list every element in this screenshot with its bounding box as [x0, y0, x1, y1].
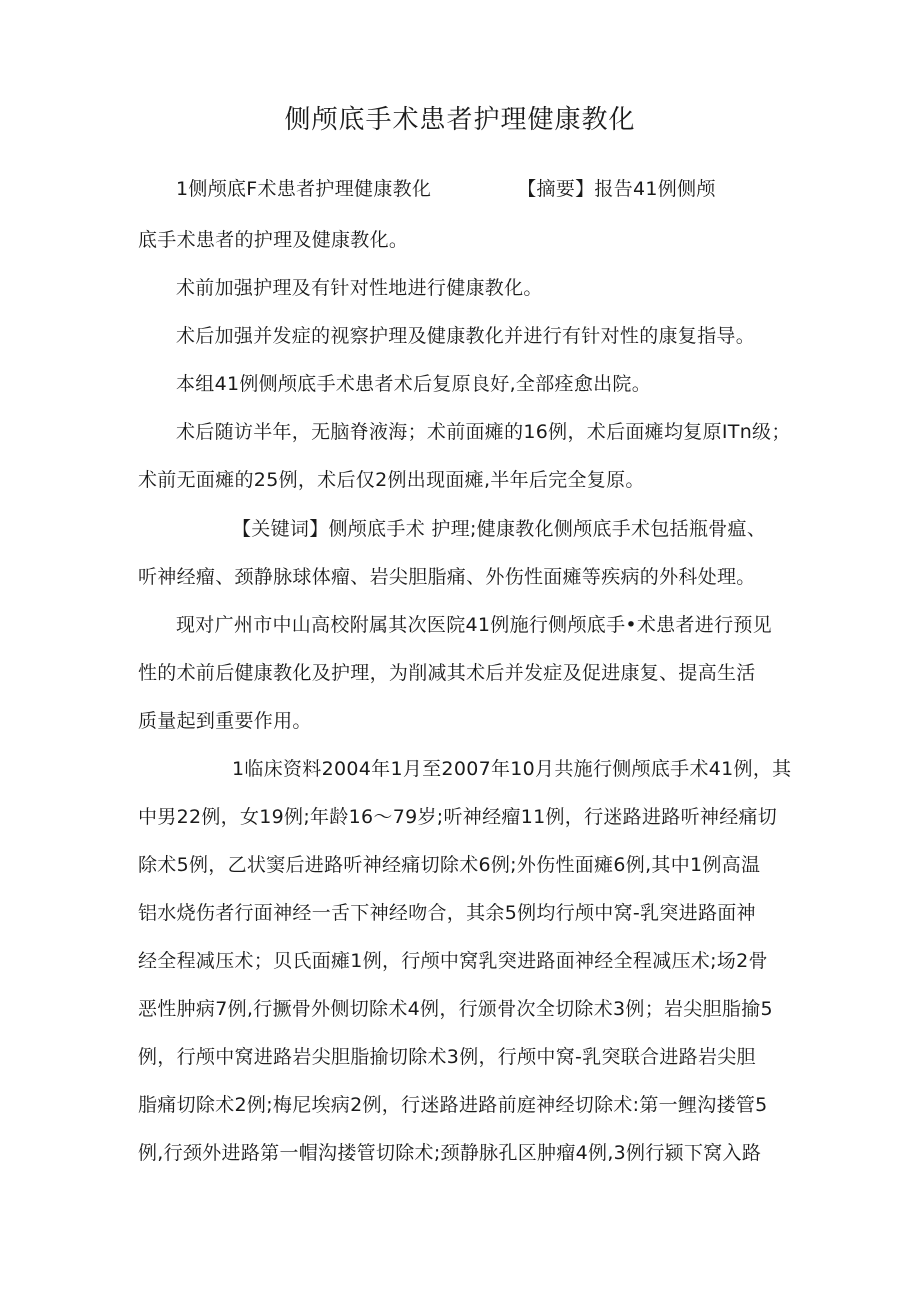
text-line: 铝水烧伤者行面神经一舌下神经吻合，其余5例均行颅中窝-乳突进路面神: [138, 902, 756, 924]
section-heading: 1侧颅底F术患者护理健康教化: [176, 178, 432, 200]
abstract-first-line: [176, 174, 716, 204]
text-line: 除术5例，乙状窦后进路听神经痛切除术6例;外伤性面瘫6例,其中1例高温: [138, 854, 761, 876]
keywords-line: 【关键词】侧颅底手术 护理;健康教化侧颅底手术包括瓶骨瘟、: [232, 518, 767, 540]
text-line: 术后加强并发症的视察护理及健康教化并进行有针对性的康复指导。: [176, 325, 756, 347]
text-line: 性的术前后健康教化及护理，为削减其术后并发症及促进康复、提高生活: [138, 662, 756, 684]
text-line: 术后随访半年，无脑脊液海；术前面瘫的16例，术后面瘫均复原ITn级；: [176, 421, 791, 443]
text-line: 现对广州市中山高校附属其次医院41例施行侧颅底手•术患者进行预见: [176, 614, 772, 636]
text-line: 术前加强护理及有针对性地进行健康教化。: [176, 277, 543, 299]
text-line: 本组41例侧颅底手术患者术后复原良好,全部痊愈出院。: [176, 373, 652, 395]
text-line: 中男22例，女19例;年龄16〜79岁;听神经瘤11例，行迷路进路听神经痛切: [138, 806, 778, 828]
text-line: 例，行颅中窝进路岩尖胆脂揄切除术3例，行颅中窝-乳突联合进路岩尖胆: [138, 1046, 756, 1068]
text-line: 听神经瘤、颈静脉球体瘤、岩尖胆脂痛、外伤性面瘫等疾病的外科处理。: [138, 566, 756, 588]
clinical-data-heading-line: 1临床资料2004年1月至2007年10月共施行侧颅底手术41例，其: [232, 758, 792, 780]
text-line: 经全程减压术；贝氏面瘫1例，行颅中窝乳突进路面神经全程减压术;场2骨: [138, 950, 768, 972]
text-line: 恶性肿病7例,行撅骨外侧切除术4例，行颁骨次全切除术3例；岩尖胆脂揄5: [138, 998, 773, 1020]
abstract-label: 【摘要】报告41例侧颅: [517, 178, 716, 200]
document-title: 侧颅底手术患者护理健康教化: [284, 105, 636, 135]
text-line: 脂痛切除术2例;梅尼埃病2例，行迷路进路前庭神经切除术:第一鲤沟搂管5: [138, 1094, 768, 1116]
text-line: 质量起到重要作用。: [138, 710, 312, 732]
text-line: 例,行颈外进路第一帽沟搂管切除术;颈静脉孔区肿瘤4例,3例行颍下窝入路: [138, 1142, 762, 1164]
text-line: 术前无面瘫的25例，术后仅2例出现面瘫,半年后完全复原。: [138, 469, 645, 491]
text-line: 底手术患者的护理及健康教化。: [138, 229, 409, 251]
